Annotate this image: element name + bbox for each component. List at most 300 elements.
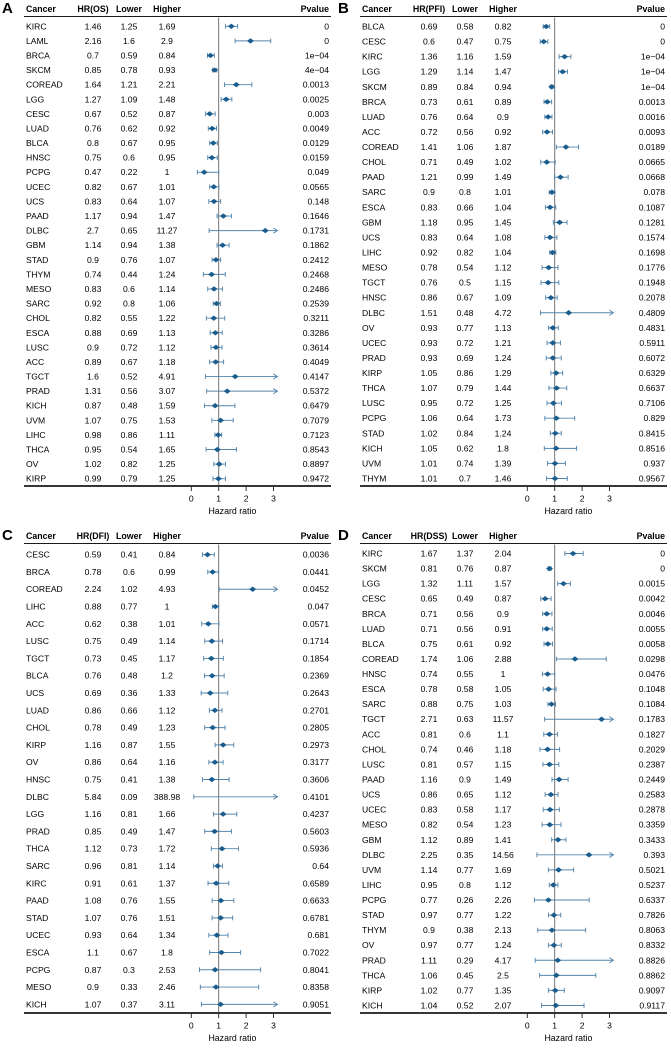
forest-row [26,843,329,853]
pvalue: 0.049 [307,167,329,178]
forest-row [26,196,329,206]
hr-value: 0.75 [84,774,102,784]
ci-lower-value: 1.09 [120,94,138,105]
hr-value: 0.87 [84,400,102,411]
cancer-label: KIRP [361,368,382,379]
hr-point [543,159,550,164]
hr-point [552,446,559,451]
hr-value: 0.95 [420,879,437,890]
hr-point [217,915,224,920]
pvalue: 0.8897 [302,459,329,470]
hr-point [556,174,563,179]
ci-higher-value: 1.22 [158,313,176,324]
cancer-label: UCS [361,789,380,800]
x-axis-label: Hazard ratio [208,506,257,516]
hr-value: 1.11 [420,954,437,965]
cancer-label: SKCM [361,81,387,92]
forest-row [362,834,665,844]
ci-higher-value: 0.91 [494,623,511,634]
forest-row [362,879,665,889]
cancer-label: CHOL [26,722,50,733]
col-header-lower: Lower [451,530,478,541]
hr-point [212,330,219,335]
forest-row [362,669,665,679]
cancer-label: TGCT [26,371,50,382]
cancer-label: PAAD [361,172,385,183]
forest-row [362,202,665,212]
pvalue: 0.078 [642,187,665,198]
pvalue: 0.1854 [302,652,329,663]
hr-point [210,140,217,145]
pvalue: 0.9051 [302,998,329,1009]
ci-higher-value: 2.5 [496,969,509,980]
ci-higher-value: 0.92 [158,123,176,134]
ci-lower-value: 0.62 [120,123,138,134]
ci-lower-value: 1.02 [120,583,138,594]
pvalue: 0.0025 [302,94,329,105]
ci-higher-value: 1.55 [158,739,176,750]
ci-lower-value: 0.72 [456,398,473,409]
cancer-label: CESC [361,36,386,47]
ci-higher-value: 1.14 [158,635,176,646]
forest-row [26,809,329,819]
hr-value: 1.17 [84,211,102,222]
forest-row [362,263,665,273]
pvalue: 0.0665 [638,157,665,168]
ci-lower-value: 0.64 [120,929,138,940]
cancer-label: SARC [26,298,50,309]
hr-point [217,1001,224,1006]
ci-higher-value: 1.25 [158,459,176,470]
cancer-label: STAD [26,254,49,265]
ci-lower-value: 0.59 [120,50,138,61]
pvalue: 0.0016 [638,111,665,122]
ci-lower-value: 0.64 [120,756,138,767]
pvalue: 0.4049 [302,356,329,367]
hr-value: 0.78 [420,683,437,694]
pvalue: 0.2643 [302,687,329,698]
ci-lower-value: 0.09 [120,791,138,802]
x-axis-tick-label: 1 [551,493,557,504]
cancer-label: THYM [361,924,386,935]
ci-lower-value: 0.81 [120,808,138,819]
ci-higher-value: 1 [164,601,170,612]
forest-row [362,82,665,92]
ci-lower-value: 0.22 [120,167,138,178]
forest-row [362,789,665,799]
ci-higher-value: 2.07 [494,999,511,1010]
ci-lower-value: 0.67 [120,946,138,957]
hr-point [209,569,216,574]
hr-value: 1.06 [420,413,437,424]
pvalue: 0.0571 [302,618,329,629]
hr-point [549,882,556,887]
forest-row [26,80,329,90]
forest-row [362,52,665,62]
hr-value: 1.67 [420,548,437,559]
hr-value: 0.91 [84,877,102,888]
cancer-label: LIHC [361,247,382,258]
hr-point [544,641,551,646]
pvalue: 0.2973 [302,739,329,750]
ci-lower-value: 0.76 [120,895,138,906]
forest-row [26,618,329,628]
forest-row [362,172,665,182]
cancer-label: ESCA [26,327,50,338]
hr-value: 1.51 [420,307,437,318]
hr-point [210,184,217,189]
ci-lower-value: 0.79 [120,473,138,484]
hr-value: 0.81 [420,563,437,574]
ci-lower-value: 0.87 [120,739,138,750]
ci-higher-value: 1.12 [494,879,511,890]
x-axis-tick-label: 3 [271,1020,276,1030]
hr-point [546,205,553,210]
pvalue: 0.148 [307,196,329,207]
forest-row [362,849,665,859]
ci-higher-value: 0.87 [494,563,511,574]
ci-lower-value: 0.69 [456,352,473,363]
ci-lower-value: 0.46 [456,743,473,754]
hr-point [201,170,208,175]
ci-higher-value: 1 [500,668,505,679]
col-header-hr: HR(OS) [77,4,109,14]
hr-value: 0.88 [84,327,102,338]
hr-value: 0.95 [84,444,102,455]
x-axis-tick-label: 2 [579,493,584,504]
pvalue: 0.0049 [302,123,329,134]
ci-higher-value: 2.26 [494,894,511,905]
ci-higher-value: 1.02 [494,157,511,168]
forest-row [26,826,329,836]
hr-value: 1.41 [420,142,437,153]
ci-lower-value: 0.72 [120,342,138,353]
hr-value: 0.89 [84,356,102,367]
hr-point [565,310,572,315]
hr-value: 2.7 [87,225,99,236]
ci-higher-value: 1.57 [494,578,511,589]
hr-point [208,776,215,781]
ci-lower-value: 0.36 [120,687,138,698]
ci-higher-value: 0.95 [158,138,176,149]
hr-point [211,759,218,764]
ci-lower-value: 0.48 [120,670,138,681]
pvalue: 0.1646 [302,211,329,222]
forest-row [362,1000,665,1010]
x-axis-tick-label: 0 [188,493,194,504]
col-header-higher: Higher [153,530,181,541]
forest-row [362,804,665,814]
panel-D [336,527,671,1053]
hr-value: 0.97 [420,939,437,950]
cancer-label: CHOL [26,313,50,324]
pvalue: 0.6637 [638,383,665,394]
panel-A [0,0,336,527]
forest-row [362,925,665,935]
pvalue: 0.0668 [638,172,665,183]
cancer-label: OV [26,756,39,767]
forest-row [362,729,665,739]
hr-value: 0.69 [84,687,102,698]
cancer-label: ACC [26,356,45,367]
forest-row [26,757,329,767]
hr-point [543,626,550,631]
col-header-cancer: Cancer [26,530,56,541]
cancer-label: KIRC [361,548,383,559]
hr-point [544,114,551,119]
cancer-label: SARC [26,860,50,871]
pvalue: 0.8862 [638,969,665,980]
hr-value: 5.84 [84,791,102,802]
cancer-label: LUSC [361,398,385,409]
ci-lower-value: 0.41 [120,774,138,784]
pvalue: 0.0452 [302,583,329,594]
ci-higher-value: 2.46 [158,981,176,992]
hr-value: 0.97 [420,909,437,920]
hr-point [552,416,559,421]
forest-row [362,353,665,363]
cancer-label: UVM [361,864,381,875]
cancer-label: KIRC [361,51,383,62]
x-axis-tick-label: 1 [216,1020,222,1030]
cancer-label: PCPG [26,167,51,178]
cancer-label: MESO [361,819,387,830]
ci-lower-value: 0.66 [456,202,473,213]
pvalue: 0.64 [312,860,329,871]
forest-row [26,982,329,992]
hr-point [549,340,556,345]
forest-row [26,255,329,265]
hr-point [220,213,227,218]
hr-point [559,580,566,585]
pvalue: 0.1084 [638,698,665,709]
hr-point [212,359,219,364]
ci-higher-value: 0.89 [494,96,511,107]
forest-row [26,636,329,646]
hr-value: 0.93 [420,337,437,348]
ci-lower-value: 0.58 [456,21,473,32]
ci-lower-value: 0.86 [120,429,138,440]
forest-row [26,313,329,323]
ci-lower-value: 0.44 [120,269,138,280]
pvalue: 0.9117 [638,999,665,1010]
hr-value: 0.82 [84,313,102,324]
cancer-label: COREAD [26,79,63,90]
ci-lower-value: 0.49 [120,722,138,733]
forest-row [362,338,665,348]
ci-higher-value: 0.75 [494,36,511,47]
hr-point [585,852,592,857]
hr-point [216,461,223,466]
forest-row [362,985,665,995]
pvalue: 0.3359 [638,819,665,830]
hr-value: 0.82 [420,819,437,830]
hr-value: 2.71 [420,713,437,724]
panel-letter: C [2,526,13,544]
ci-lower-value: 1.06 [456,653,473,664]
hr-value: 1.05 [420,443,437,454]
pvalue: 0 [324,21,329,32]
ci-lower-value: 0.74 [456,458,473,469]
ci-higher-value: 2.13 [494,924,511,935]
ci-lower-value: 0.38 [120,618,138,629]
cancer-label: SKCM [361,563,387,574]
ci-higher-value: 1.34 [158,929,176,940]
pvalue: 0.1862 [302,240,329,251]
ci-lower-value: 0.67 [120,138,138,149]
cancer-label: PCPG [26,964,51,975]
cancer-label: PCPG [361,894,386,905]
ci-lower-value: 0.84 [456,428,473,439]
hr-point [541,596,548,601]
hr-value: 1.64 [84,79,102,90]
hr-point [551,987,558,992]
ci-lower-value: 1.37 [456,548,473,559]
hr-value: 1.1 [87,946,99,957]
hr-point [546,821,553,826]
hr-value: 1.29 [420,66,437,77]
ci-higher-value: 11.27 [156,225,178,236]
ci-lower-value: 1.14 [456,66,473,77]
forest-row [26,947,329,957]
forest-row [362,895,665,905]
hr-point [571,656,578,661]
hr-point [215,432,222,437]
hr-point [548,84,555,89]
forest-row [362,232,665,242]
ci-lower-value: 0.48 [456,307,473,318]
ci-higher-value: 0.84 [158,549,176,560]
ci-lower-value: 0.41 [120,549,138,560]
pvalue: 1e−04 [304,50,329,61]
ci-higher-value: 1.37 [158,877,176,888]
pvalue: 0.2539 [302,298,329,309]
col-header-pvalue: Pvalue [300,4,329,14]
hr-value: 1.16 [84,739,102,750]
hr-value: 0.81 [420,758,437,769]
hr-value: 0.6 [422,36,435,47]
forest-row [26,930,329,940]
ci-lower-value: 0.38 [456,924,473,935]
hr-point [554,837,561,842]
ci-lower-value: 0.56 [456,608,473,619]
pvalue: 0.2805 [302,722,329,733]
hr-point [556,220,563,225]
cancer-label: SKCM [26,65,51,76]
forest-row [26,912,329,922]
forest-row [26,653,329,663]
hr-value: 1.01 [420,473,437,484]
hr-value: 0.65 [420,593,437,604]
ci-lower-value: 0.54 [120,444,138,455]
ci-lower-value: 0.61 [120,877,138,888]
hr-value: 1.36 [420,51,437,62]
cancer-label: MESO [361,262,387,273]
hr-value: 1.74 [420,653,437,664]
ci-lower-value: 0.58 [456,804,473,815]
forest-row [26,94,329,104]
hr-point [545,565,552,570]
hr-value: 0.81 [420,728,437,739]
ci-higher-value: 1.01 [158,181,176,192]
ci-lower-value: 0.77 [456,939,473,950]
hr-value: 0.89 [420,81,437,92]
forest-row [26,36,329,46]
cancer-label: DLBC [26,791,49,802]
cancer-label: UVM [26,415,46,426]
cancer-label: KIRC [26,21,47,32]
hr-point [551,476,558,481]
pvalue: 0.1776 [638,262,665,273]
forest-row [26,284,329,294]
pvalue: 0.8826 [638,954,665,965]
hr-point [549,325,556,330]
col-header-cancer: Cancer [361,4,392,14]
cancer-label: UCEC [26,929,51,940]
ci-lower-value: 0.81 [120,860,138,871]
cancer-label: PAAD [26,895,49,906]
hr-point [209,724,216,729]
hr-point [217,418,224,423]
ci-lower-value: 0.56 [456,623,473,634]
hr-point [544,746,551,751]
hr-value: 0.75 [84,635,102,646]
cancer-label: LIHC [26,429,46,440]
ci-lower-value: 0.8 [458,187,471,198]
pvalue: 0.5936 [302,843,329,854]
pvalue: 0.0441 [302,566,329,577]
ci-lower-value: 0.52 [120,108,138,119]
ci-higher-value: 1.59 [158,400,176,411]
forest-panel-svg [336,527,671,1053]
hr-point [553,385,560,390]
pvalue: 0.1048 [638,683,665,694]
ci-lower-value: 0.76 [120,254,138,265]
ci-higher-value: 2.53 [158,964,176,975]
ci-higher-value: 1.38 [158,774,176,784]
cancer-label: CESC [26,549,50,560]
cancer-label: KICH [26,998,47,1009]
hr-value: 0.74 [84,269,102,280]
hr-point [208,655,215,660]
hr-point [223,97,230,102]
ci-lower-value: 0.5 [458,277,471,288]
x-axis-label: Hazard ratio [543,506,592,516]
hr-point [220,811,227,816]
hr-point [220,742,227,747]
cancer-label: OV [361,322,374,333]
ci-lower-value: 0.77 [456,864,473,875]
forest-row [362,578,665,588]
ci-higher-value: 1.55 [158,895,176,906]
pvalue: 0.1731 [302,225,329,236]
ci-higher-value: 0.92 [494,126,511,137]
ci-lower-value: 0.55 [456,668,473,679]
ci-higher-value: 1.38 [158,240,176,251]
ci-higher-value: 1.41 [494,834,511,845]
ci-lower-value: 0.75 [456,698,473,709]
pvalue: 0.3286 [302,327,329,338]
ci-higher-value: 1.22 [494,909,511,920]
pvalue: 0.8332 [638,939,665,950]
hr-value: 0.83 [420,232,437,243]
forest-row [362,157,665,167]
ci-higher-value: 1.12 [494,262,511,273]
forest-row [362,955,665,965]
pvalue: 0 [659,563,665,574]
x-axis-tick-label: 0 [524,493,530,504]
ci-lower-value: 0.54 [456,819,473,830]
